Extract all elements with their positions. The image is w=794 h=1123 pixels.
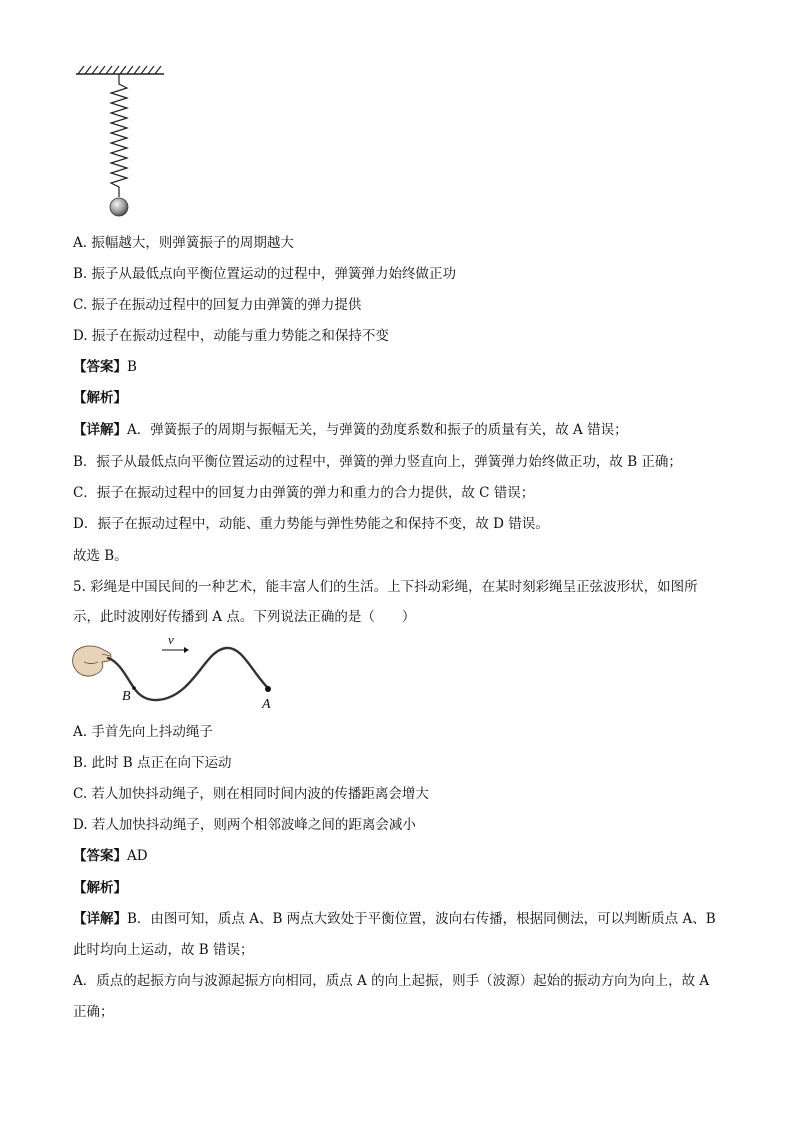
q4-detail-label: 【详解】 bbox=[73, 422, 127, 438]
q5-option-a: A. 手首先向上抖动绳子 bbox=[73, 724, 213, 740]
q5-option-d: D. 若人加快抖动绳子，则两个相邻波峰之间的距离会减小 bbox=[73, 817, 416, 833]
point-b-label: B bbox=[122, 689, 131, 704]
q4-option-a: A. 振幅越大，则弹簧振子的周期越大 bbox=[73, 235, 294, 251]
q4-option-d: D. 振子在振动过程中，动能与重力势能之和保持不变 bbox=[73, 328, 389, 344]
q5-detail-1 bbox=[73, 909, 716, 929]
spring-oscillator-figure bbox=[68, 62, 178, 222]
q4-conclusion: 故选 B。 bbox=[73, 548, 128, 564]
q5-detail-label: 【详解】 bbox=[73, 911, 127, 927]
q5-stem-line-1: 5. 彩绳是中国民间的一种艺术，能丰富人们的生活。上下抖动彩绳，在某时刻彩绳呈正弦波形状，如图所 bbox=[73, 579, 698, 595]
q4-detail-2: B．振子从最低点向平衡位置运动的过程中，弹簧的弹力竖直向上，弹簧弹力始终做正功，故 B 正确； bbox=[73, 454, 682, 470]
point-b-dot bbox=[132, 686, 136, 690]
q4-answer bbox=[73, 357, 137, 377]
q5-answer bbox=[73, 846, 148, 866]
q4-detail-1 bbox=[73, 420, 628, 440]
q4-option-c: C. 振子在振动过程中的回复力由弹簧的弹力提供 bbox=[73, 297, 362, 313]
q4-detail-text-1: A．弹簧振子的周期与振幅无关，与弹簧的劲度系数和振子的质量有关，故 A 错误； bbox=[127, 422, 628, 438]
q5-detail-3: A．质点的起振方向与波源起振方向相同，质点 A 的向上起振，则手（波源）起始的振动方向为向上，故 A bbox=[73, 973, 710, 989]
q5-option-b: B. 此时 B 点正在向下运动 bbox=[73, 755, 232, 771]
velocity-arrow-head bbox=[184, 647, 189, 653]
rope-wave-figure bbox=[72, 632, 292, 712]
ceiling-hatch bbox=[78, 66, 161, 74]
q5-answer-label: 【答案】 bbox=[73, 848, 127, 864]
rope-wave bbox=[108, 648, 268, 700]
q4-answer-value: B bbox=[127, 359, 137, 375]
point-a-label: A bbox=[262, 697, 271, 712]
q4-option-b: B. 振子从最低点向平衡位置运动的过程中，弹簧弹力始终做正功 bbox=[73, 266, 457, 282]
q5-detail-2: 此时均向上运动，故 B 错误； bbox=[73, 942, 254, 958]
q5-detail-text-1: B．由图可知，质点 A、B 两点大致处于平衡位置，波向右传播，根据同侧法，可以判断质点 A、B bbox=[127, 911, 716, 927]
spring-coil bbox=[111, 74, 127, 197]
q5-stem-line-2: 示，此时波刚好传播到 A 点。下列说法正确的是（ ） bbox=[73, 609, 416, 625]
velocity-label: v bbox=[168, 632, 174, 647]
q4-detail-3: C．振子在振动过程中的回复力由弹簧的弹力和重力的合力提供，故 C 错误； bbox=[73, 485, 535, 501]
point-a-dot bbox=[265, 686, 271, 692]
oscillator-ball bbox=[110, 198, 128, 216]
q4-detail-4: D．振子在振动过程中，动能、重力势能与弹性势能之和保持不变，故 D 错误。 bbox=[73, 516, 549, 532]
q4-answer-label: 【答案】 bbox=[73, 359, 127, 375]
q4-analysis-label: 【解析】 bbox=[73, 390, 127, 406]
q5-answer-value: AD bbox=[127, 848, 148, 864]
q5-analysis-label: 【解析】 bbox=[73, 880, 127, 896]
q5-option-c: C. 若人加快抖动绳子，则在相同时间内波的传播距离会增大 bbox=[73, 786, 429, 802]
hand-icon bbox=[73, 646, 111, 676]
q5-detail-4: 正确； bbox=[73, 1004, 114, 1020]
